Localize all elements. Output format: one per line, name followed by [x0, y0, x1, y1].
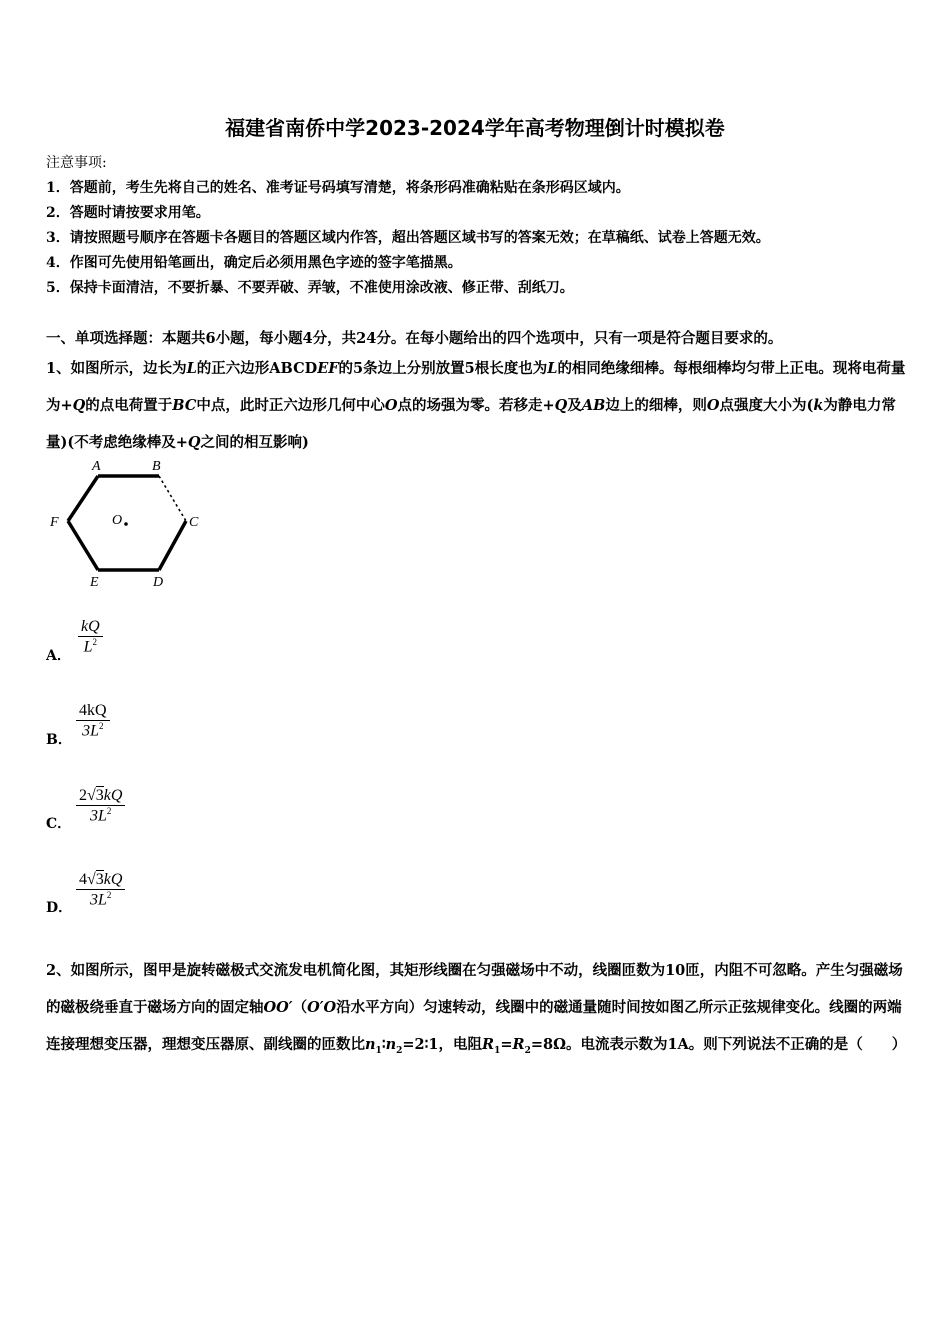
- vertex-label-c: C: [189, 515, 199, 530]
- vertex-label-e: E: [90, 575, 99, 590]
- option-label: B．: [46, 732, 72, 748]
- notice-item: 2．答题时请按要求用笔。: [46, 205, 210, 221]
- center-label-o: O: [112, 513, 123, 528]
- notice-item: 4．作图可先使用铅笔画出，确定后必须用黑色字迹的签字笔描黑。: [46, 255, 462, 271]
- vertex-label-f: F: [50, 515, 59, 530]
- option-label: D．: [46, 900, 73, 916]
- option-label: A．: [46, 648, 71, 664]
- side-fa: [68, 476, 98, 521]
- vertex-label-b: B: [152, 459, 161, 474]
- option-d-formula: 4√3kQ $3L^2$: [76, 871, 125, 909]
- option-a-formula: kQ $L^2$: [78, 618, 103, 656]
- side-cd: [159, 521, 186, 570]
- center-point: [124, 522, 128, 526]
- section-heading: 一、单项选择题：本题共6小题，每小题4分，共24分。在每小题给出的四个选项中，只有一项是符合题目要求的。: [46, 330, 783, 347]
- notice-heading: 注意事项:: [46, 155, 107, 171]
- question-1-text: 1、如图所示，边长为L的正六边形ABCDEF的5条边上分别放置5根长度也为L的相同绝缘细棒。每根细棒均匀带上正电。现将电荷量为+Q的点电荷置于BC中点，此时正六边形几何中心O点的场强为零。若移走+Q及AB边上的细棒，则O点强度大小为(k为静电力常量)(不考虑绝缘棒及+Q之间的相互影响): [46, 360, 906, 451]
- hexagon-figure: [44, 452, 214, 592]
- notice-item: 1．答题前，考生先将自己的姓名、准考证号码填写清楚，将条形码准确粘贴在条形码区域内。: [46, 180, 630, 196]
- option-c-formula: 2√3kQ $3L^2$: [76, 787, 125, 825]
- option-label: C．: [46, 816, 72, 832]
- question-2-text: 2、如图所示，图甲是旋转磁极式交流发电机简化图，其矩形线圈在匀强磁场中不动，线圈匝数为10匝，内阻不可忽略。产生匀强磁场的磁极绕垂直于磁场方向的固定轴OO′（O′O沿水平方向）匀速转动，线圈中的磁通量随时间按如图乙所示正弦规律变化。线圈的两端连接理想变压器，理想变压器原、副线圈的匝数比$n_1∶n_2=2∶1$，电阻$R_1=R_2=8\Omega$。电流表示数为1A。则下列说法不正确的是（ ）: [46, 962, 907, 1056]
- side-bc-dashed: [159, 476, 186, 521]
- page-title: 福建省南侨中学2023-2024学年高考物理倒计时模拟卷: [225, 116, 725, 140]
- option-b-formula: 4kQ $3L^2$: [76, 702, 110, 740]
- vertex-label-a: A: [92, 459, 101, 474]
- notice-item: 3．请按照题号顺序在答题卡各题目的答题区域内作答，超出答题区域书写的答案无效；在草稿纸、试卷上答题无效。: [46, 230, 770, 246]
- side-ef: [68, 521, 98, 570]
- notice-item: 5．保持卡面清洁，不要折暴、不要弄破、弄皱，不准使用涂改液、修正带、刮纸刀。: [46, 280, 574, 296]
- vertex-label-d: D: [153, 575, 164, 590]
